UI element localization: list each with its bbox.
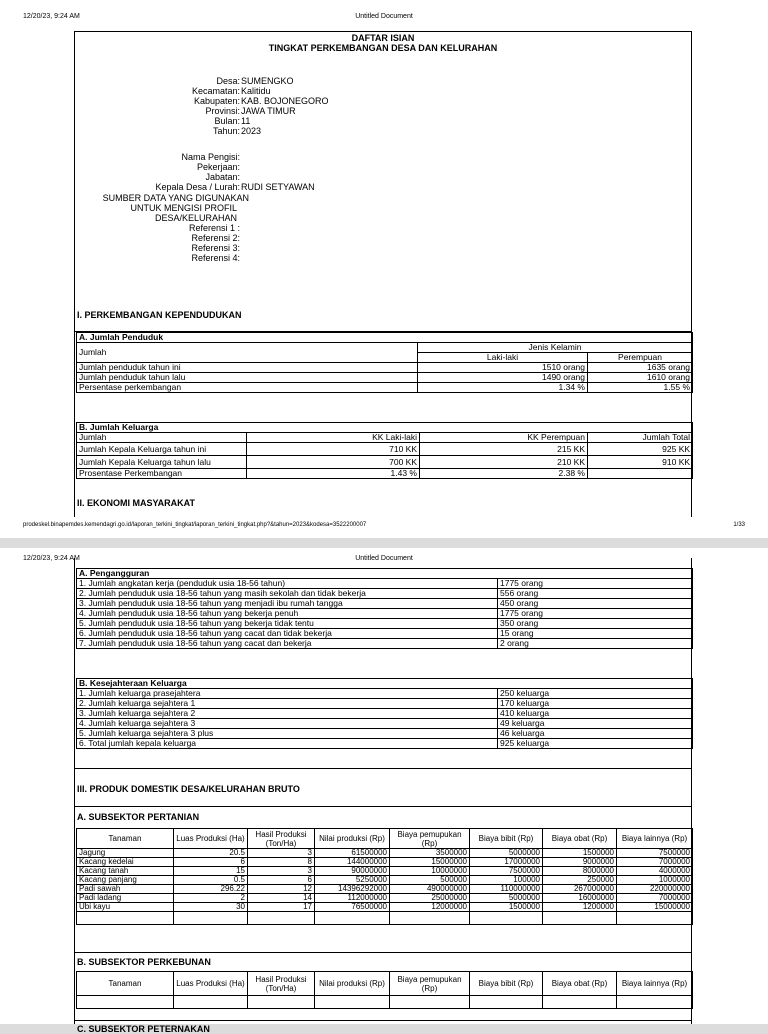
row-label: Prosentase Perkembangan (77, 469, 247, 479)
cell: 1500000 (470, 903, 543, 912)
cell: 210 KK (420, 456, 588, 469)
label-pekerjaan: Pekerjaan: (196, 162, 240, 172)
cell-tanaman: Ubi kayu (77, 903, 174, 912)
cell: 170 keluarga (498, 699, 693, 709)
cell: 5000000 (470, 849, 543, 858)
label-referensi-4: Referensi 4: (191, 253, 240, 263)
document-frame (74, 558, 692, 1034)
label-kepala-desa: Kepala Desa / Lurah: (155, 182, 240, 192)
cell: 710 KK (247, 443, 420, 456)
row-label: 6. Total jumlah kepala keluarga (77, 739, 498, 749)
table-title: A. Jumlah Penduduk (77, 333, 693, 343)
label-referensi-2: Referensi 2: (191, 233, 240, 243)
row-label: 1. Jumlah keluarga prasejahtera (77, 689, 498, 699)
row-label: Jumlah Kepala Keluarga tahun ini (77, 443, 247, 456)
table-row-empty (77, 996, 693, 1009)
cell: 1200000 (543, 903, 617, 912)
label-referensi-3: Referensi 3: (191, 243, 240, 253)
header-biaya-lainnya: Biaya lainnya (Rp) (617, 829, 693, 849)
label-jabatan: Jabatan: (205, 172, 240, 182)
source-line-3: DESA/KELURAHAN (154, 213, 237, 223)
subsection-pertanian-title: A. SUBSEKTOR PERTANIAN (77, 812, 200, 822)
filler-block (75, 152, 693, 192)
cell: 25000000 (390, 894, 470, 903)
row-label: 4. Jumlah keluarga sejahtera 3 (77, 719, 498, 729)
header-jumlah: Jumlah (77, 433, 247, 443)
row-label: 3. Jumlah penduduk usia 18-56 tahun yang menjadi ibu rumah tangga (77, 599, 498, 609)
table-row (77, 589, 693, 599)
header-biaya-obat: Biaya obat (Rp) (543, 972, 617, 996)
table-title: B. Kesejahteraan Keluarga (77, 679, 693, 689)
subsection-perkebunan-title: B. SUBSEKTOR PERKEBUNAN (77, 957, 211, 967)
row-label: 5. Jumlah keluarga sejahtera 3 plus (77, 729, 498, 739)
row-label: Jumlah penduduk tahun ini (77, 363, 418, 373)
table-row (77, 629, 693, 639)
cell: 0.5 (174, 876, 248, 885)
divider (75, 806, 691, 807)
value-bulan: 11 (241, 116, 251, 126)
table-row (77, 609, 693, 619)
cell: 144000000 (315, 858, 390, 867)
table-row (77, 619, 693, 629)
table-row (77, 719, 693, 729)
row-label: Persentase perkembangan (77, 383, 418, 393)
source-block (75, 193, 693, 263)
cell-tanaman: Kacang panjang (77, 876, 174, 885)
print-page-number: 1/33 (733, 522, 745, 528)
row-label: Jumlah Kepala Keluarga tahun lalu (77, 456, 247, 469)
header-tanaman: Tanaman (77, 972, 174, 996)
header-jenis-kelamin: Jenis Kelamin (418, 343, 693, 353)
cell-female: 1610 orang (588, 373, 693, 383)
identity-block (75, 76, 693, 136)
table-row (77, 456, 693, 469)
header-nilai-produksi: Nilai produksi (Rp) (315, 972, 390, 996)
label-referensi-1: Referensi 1 : (188, 223, 240, 233)
cell: 7000000 (617, 894, 693, 903)
header-biaya-pemupukan: Biaya pemupukan (Rp) (390, 972, 470, 996)
table-subsektor-pertanian (76, 828, 693, 925)
print-doc-title: Untitled Document (355, 555, 413, 562)
value-kecamatan: Kalitidu (241, 86, 271, 96)
header-laki-laki: Laki-laki (418, 353, 588, 363)
cell: 1.43 % (247, 469, 420, 479)
cell: 6 (174, 858, 248, 867)
row-label: 3. Jumlah keluarga sejahtera 2 (77, 709, 498, 719)
cell: 215 KK (420, 443, 588, 456)
print-url: prodeskel.binapemdes.kemendagri.go.id/laporan_terkini_tingkat/laporan_terkini_tingkat.php?&tahun=2023&kodesa=3522200007 (23, 522, 367, 528)
cell: 112000000 (315, 894, 390, 903)
cell-male: 1490 orang (418, 373, 588, 383)
cell-female: 1635 orang (588, 363, 693, 373)
table-row (77, 599, 693, 609)
table-pengangguran (76, 568, 693, 649)
cell: 410 keluarga (498, 709, 693, 719)
table-row (77, 903, 693, 912)
cell: 1775 orang (498, 579, 693, 589)
header-biaya-lainnya: Biaya lainnya (Rp) (617, 972, 693, 996)
cell: 20.5 (174, 849, 248, 858)
cell: 16000000 (543, 894, 617, 903)
table-title: A. Pengangguran (77, 569, 693, 579)
table-jumlah-keluarga (76, 422, 693, 479)
cell: 7000000 (617, 858, 693, 867)
label-bulan: Bulan: (214, 116, 240, 126)
cell-male: 1510 orang (418, 363, 588, 373)
cell: 15 (174, 867, 248, 876)
cell: 12000000 (390, 903, 470, 912)
table-row (77, 739, 693, 749)
cell: 30 (174, 903, 248, 912)
table-row (77, 469, 693, 479)
cell: 76500000 (315, 903, 390, 912)
header-hasil-produksi: Hasil Produksi (Ton/Ha) (248, 972, 315, 996)
table-row (77, 699, 693, 709)
section-3-title: III. PRODUK DOMESTIK DESA/KELURAHAN BRUTO (77, 784, 300, 794)
cell: 250 keluarga (498, 689, 693, 699)
source-line-1: SUMBER DATA YANG DIGUNAKAN (102, 193, 249, 203)
table-row (77, 373, 693, 383)
cell: 8 (248, 858, 315, 867)
print-datetime: 12/20/23, 9:24 AM (23, 555, 80, 562)
label-tahun: Tahun: (212, 126, 240, 136)
table-row-empty (77, 912, 693, 925)
cell: 14396292000 (315, 885, 390, 894)
divider (75, 952, 691, 953)
page-2 (0, 548, 768, 1034)
cell: 925 KK (588, 443, 693, 456)
header-luas-produksi: Luas Produksi (Ha) (174, 972, 248, 996)
print-doc-title: Untitled Document (355, 13, 413, 20)
cell-tanaman: Padi ladang (77, 894, 174, 903)
cell: 2.38 % (420, 469, 588, 479)
header-tanaman: Tanaman (77, 829, 174, 849)
row-label: 7. Jumlah penduduk usia 18-56 tahun yang cacat dan bekerja (77, 639, 498, 649)
print-datetime: 12/20/23, 9:24 AM (23, 13, 80, 20)
table-row (77, 383, 693, 393)
cell: 15000000 (617, 903, 693, 912)
row-label: 6. Jumlah penduduk usia 18-56 tahun yang cacat dan tidak bekerja (77, 629, 498, 639)
cell: 910 KK (588, 456, 693, 469)
cell: 17000000 (470, 858, 543, 867)
cell: 100000 (470, 876, 543, 885)
cell: 556 orang (498, 589, 693, 599)
cell: 2 (174, 894, 248, 903)
cell: 925 keluarga (498, 739, 693, 749)
table-row (77, 709, 693, 719)
cell: 296.22 (174, 885, 248, 894)
cell: 49 keluarga (498, 719, 693, 729)
cell-tanaman: Jagung (77, 849, 174, 858)
header-luas-produksi: Luas Produksi (Ha) (174, 829, 248, 849)
divider (75, 1020, 691, 1021)
value-kepala-desa: RUDI SETYAWAN (241, 182, 315, 192)
table-row (77, 639, 693, 649)
table-row (77, 363, 693, 373)
header-jumlah-total: Jumlah Total (588, 433, 693, 443)
row-label: 5. Jumlah penduduk usia 18-56 tahun yang bekerja tidak tentu (77, 619, 498, 629)
cell: 3 (248, 867, 315, 876)
cell: 250000 (543, 876, 617, 885)
cell: 1775 orang (498, 609, 693, 619)
section-1-title: I. PERKEMBANGAN KEPENDUDUKAN (77, 310, 242, 320)
cell: 267000000 (543, 885, 617, 894)
subsection-peternakan-title: C. SUBSEKTOR PETERNAKAN (77, 1024, 210, 1034)
cell: 7500000 (617, 849, 693, 858)
value-kabupaten: KAB. BOJONEGORO (241, 96, 329, 106)
header-biaya-bibit: Biaya bibit (Rp) (470, 972, 543, 996)
cell: 5000000 (470, 894, 543, 903)
cell: 110000000 (470, 885, 543, 894)
value-desa: SUMENGKO (241, 76, 294, 86)
header-biaya-obat: Biaya obat (Rp) (543, 829, 617, 849)
cell-tanaman: Kacang kedelai (77, 858, 174, 867)
cell: 15 orang (498, 629, 693, 639)
cell: 10000000 (390, 867, 470, 876)
cell: 220000000 (617, 885, 693, 894)
cell: 1000000 (617, 876, 693, 885)
cell: 450 orang (498, 599, 693, 609)
cell: 490000000 (390, 885, 470, 894)
table-row (77, 729, 693, 739)
header-biaya-bibit: Biaya bibit (Rp) (470, 829, 543, 849)
row-label: 4. Jumlah penduduk usia 18-56 tahun yang bekerja penuh (77, 609, 498, 619)
header-kk-laki-laki: KK Laki-laki (247, 433, 420, 443)
label-provinsi: Provinsi: (205, 106, 240, 116)
table-title: B. Jumlah Keluarga (77, 423, 693, 433)
cell: 7500000 (470, 867, 543, 876)
cell: 61500000 (315, 849, 390, 858)
table-row (77, 579, 693, 589)
cell: 5250000 (315, 876, 390, 885)
header-kk-perempuan: KK Perempuan (420, 433, 588, 443)
label-kecamatan: Kecamatan: (191, 86, 240, 96)
cell-female: 1.55 % (588, 383, 693, 393)
row-label: 1. Jumlah angkatan kerja (penduduk usia 18-56 tahun) (77, 579, 498, 589)
table-jumlah-penduduk (76, 332, 693, 393)
cell: 90000000 (315, 867, 390, 876)
cell: 17 (248, 903, 315, 912)
document-title: DAFTAR ISIAN (351, 33, 415, 43)
table-row (77, 443, 693, 456)
cell: 500000 (390, 876, 470, 885)
divider (75, 768, 691, 769)
cell: 14 (248, 894, 315, 903)
cell: 2 orang (498, 639, 693, 649)
cell: 3500000 (390, 849, 470, 858)
cell-male: 1.34 % (418, 383, 588, 393)
header-perempuan: Perempuan (588, 353, 693, 363)
table-row (77, 689, 693, 699)
cell: 350 orang (498, 619, 693, 629)
header-hasil-produksi: Hasil Produksi (Ton/Ha) (248, 829, 315, 849)
row-label: Jumlah penduduk tahun lalu (77, 373, 418, 383)
cell: 9000000 (543, 858, 617, 867)
source-line-2: UNTUK MENGISI PROFIL (130, 203, 237, 213)
cell-tanaman: Kacang tanah (77, 867, 174, 876)
cell-tanaman: Padi sawah (77, 885, 174, 894)
header-jumlah: Jumlah (77, 343, 418, 363)
cell: 12 (248, 885, 315, 894)
document-subtitle: TINGKAT PERKEMBANGAN DESA DAN KELURAHAN (268, 43, 498, 53)
label-desa: Desa: (216, 76, 240, 86)
cell (588, 469, 693, 479)
label-kabupaten: Kabupaten: (193, 96, 240, 106)
section-2-title: II. EKONOMI MASYARAKAT (77, 498, 196, 508)
document-frame (74, 31, 692, 517)
cell: 46 keluarga (498, 729, 693, 739)
table-subsektor-perkebunan (76, 971, 693, 1009)
cell: 3 (248, 849, 315, 858)
cell: 6 (248, 876, 315, 885)
label-nama-pengisi: Nama Pengisi: (181, 152, 240, 162)
cell: 1500000 (543, 849, 617, 858)
cell: 4000000 (617, 867, 693, 876)
header-biaya-pemupukan: Biaya pemupukan (Rp) (390, 829, 470, 849)
header-nilai-produksi: Nilai produksi (Rp) (315, 829, 390, 849)
cell: 8000000 (543, 867, 617, 876)
cell: 15000000 (390, 858, 470, 867)
value-provinsi: JAWA TIMUR (241, 106, 296, 116)
value-tahun: 2023 (241, 126, 262, 136)
row-label: 2. Jumlah keluarga sejahtera 1 (77, 699, 498, 709)
print-header (0, 13, 768, 23)
row-label: 2. Jumlah penduduk usia 18-56 tahun yang masih sekolah dan tidak bekerja (77, 589, 498, 599)
table-kesejahteraan-keluarga (76, 678, 693, 749)
cell: 700 KK (247, 456, 420, 469)
